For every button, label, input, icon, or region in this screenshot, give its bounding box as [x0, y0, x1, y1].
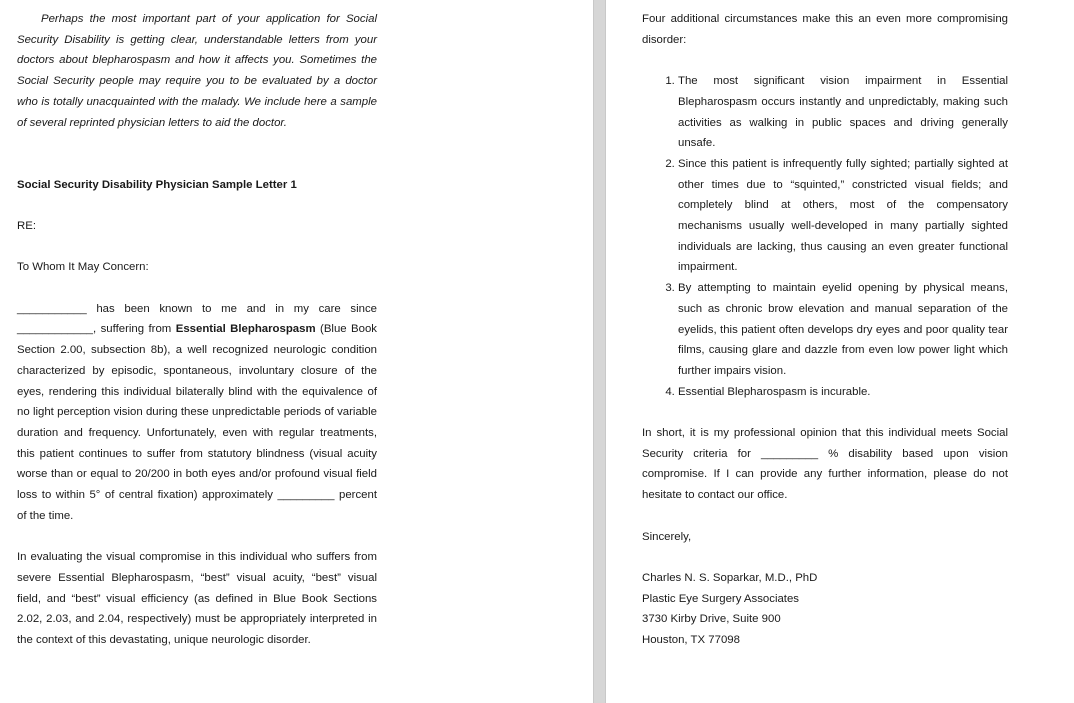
closing: Sincerely, — [642, 530, 692, 543]
right-page[interactable] — [606, 0, 1074, 703]
signature-city: Houston, TX 77098 — [642, 634, 740, 647]
right-column — [642, 9, 1008, 651]
list-item: 1. The most significant vision impairment in Essential Blepharospasm occurs instantly and unpredictably, making such activities as walking in public spaces and driving generally unsafe. — [678, 71, 1008, 154]
page-gutter — [593, 0, 606, 703]
body-paragraph-1: ___________ has been known to me and in my care since ____________, suffering from Essential Blepharospasm (Blue Book Section 2.00, subsection 8b), a well recognized neurologic condition characterized by episodic, spontaneous, involuntary closure of the eyes, rendering this individual bilaterally blind with the equivalence of no light perception vision during these unpredictable periods of variable duration and frequency. Unfortunately, even with regular treatments, this patient continues to suffer from statutory blindness (visual acuity worse than or equal to 20/200 in both eyes and/or profound visual field loss to within 5° of central fixation) approximately _________ percent of the time. — [17, 302, 377, 522]
intro-paragraph: Perhaps the most important part of your application for Social Security Disability is getting clear, understandable letters from your doctors about blepharospasm and how it affects you. Sometimes the Social Security people may require you to be evaluated by a doctor who is totally unacquainted with the malady. We include here a sample of several reprinted physician letters to aid the doctor. — [17, 13, 377, 129]
diagnosis-text: Essential Blepharospasm — [175, 323, 316, 336]
left-column — [17, 9, 377, 651]
signature-address: 3730 Kirby Drive, Suite 900 — [642, 613, 781, 626]
list-item: 3. By attempting to maintain eyelid opening by physical means, such as chronic brow elevation and manual separation of the eyelids, this patient often develops dry eyes and poor quality tear films, causing glare and dazzle from even low power light which further impairs vision. — [678, 278, 1008, 382]
salutation: To Whom It May Concern: — [17, 261, 149, 274]
summary-paragraph: In short, it is my professional opinion that this individual meets Social Security criteria for _________ % disability based upon vision compromise. If I can provide any further information, please do not hesitate to contact our office. — [642, 427, 1008, 502]
percent-blank[interactable]: _________ — [277, 489, 335, 502]
signature-name: Charles N. S. Soparkar, M.D., PhD — [642, 571, 818, 584]
circumstances-lead: Four additional circumstances make this an even more compromising disorder: — [642, 13, 1008, 46]
re-line: RE: — [17, 220, 36, 232]
disability-percent-blank[interactable]: _________ — [761, 447, 819, 460]
list-item: 2. Since this patient is infrequently fully sighted; partially sighted at other times due to “squinted,” constricted visual fields; and completely blind at others, most of the compensatory mechanisms usually well-developed in many partially sighted individuals are lacking, thus causing an even greater functional impairment. — [678, 154, 1008, 278]
circumstances-list — [642, 71, 1008, 402]
list-item: 4. Essential Blepharospasm is incurable. — [678, 382, 1008, 403]
care-since-blank[interactable]: ____________ — [17, 323, 94, 336]
signature-practice: Plastic Eye Surgery Associates — [642, 592, 800, 605]
patient-name-blank[interactable]: ___________ — [17, 302, 87, 315]
body-paragraph-2: In evaluating the visual compromise in this individual who suffers from severe Essential Blepharospasm, “best” visual acuity, “best” visual field, and “best” visual efficiency (as defined in Blue Book Sections 2.02, 2.03, and 2.04, respectively) must be appropriately interpreted in the context of this devastating, unique neurologic disorder. — [17, 551, 377, 647]
letter-heading: Social Security Disability Physician Sample Letter 1 — [17, 178, 297, 191]
